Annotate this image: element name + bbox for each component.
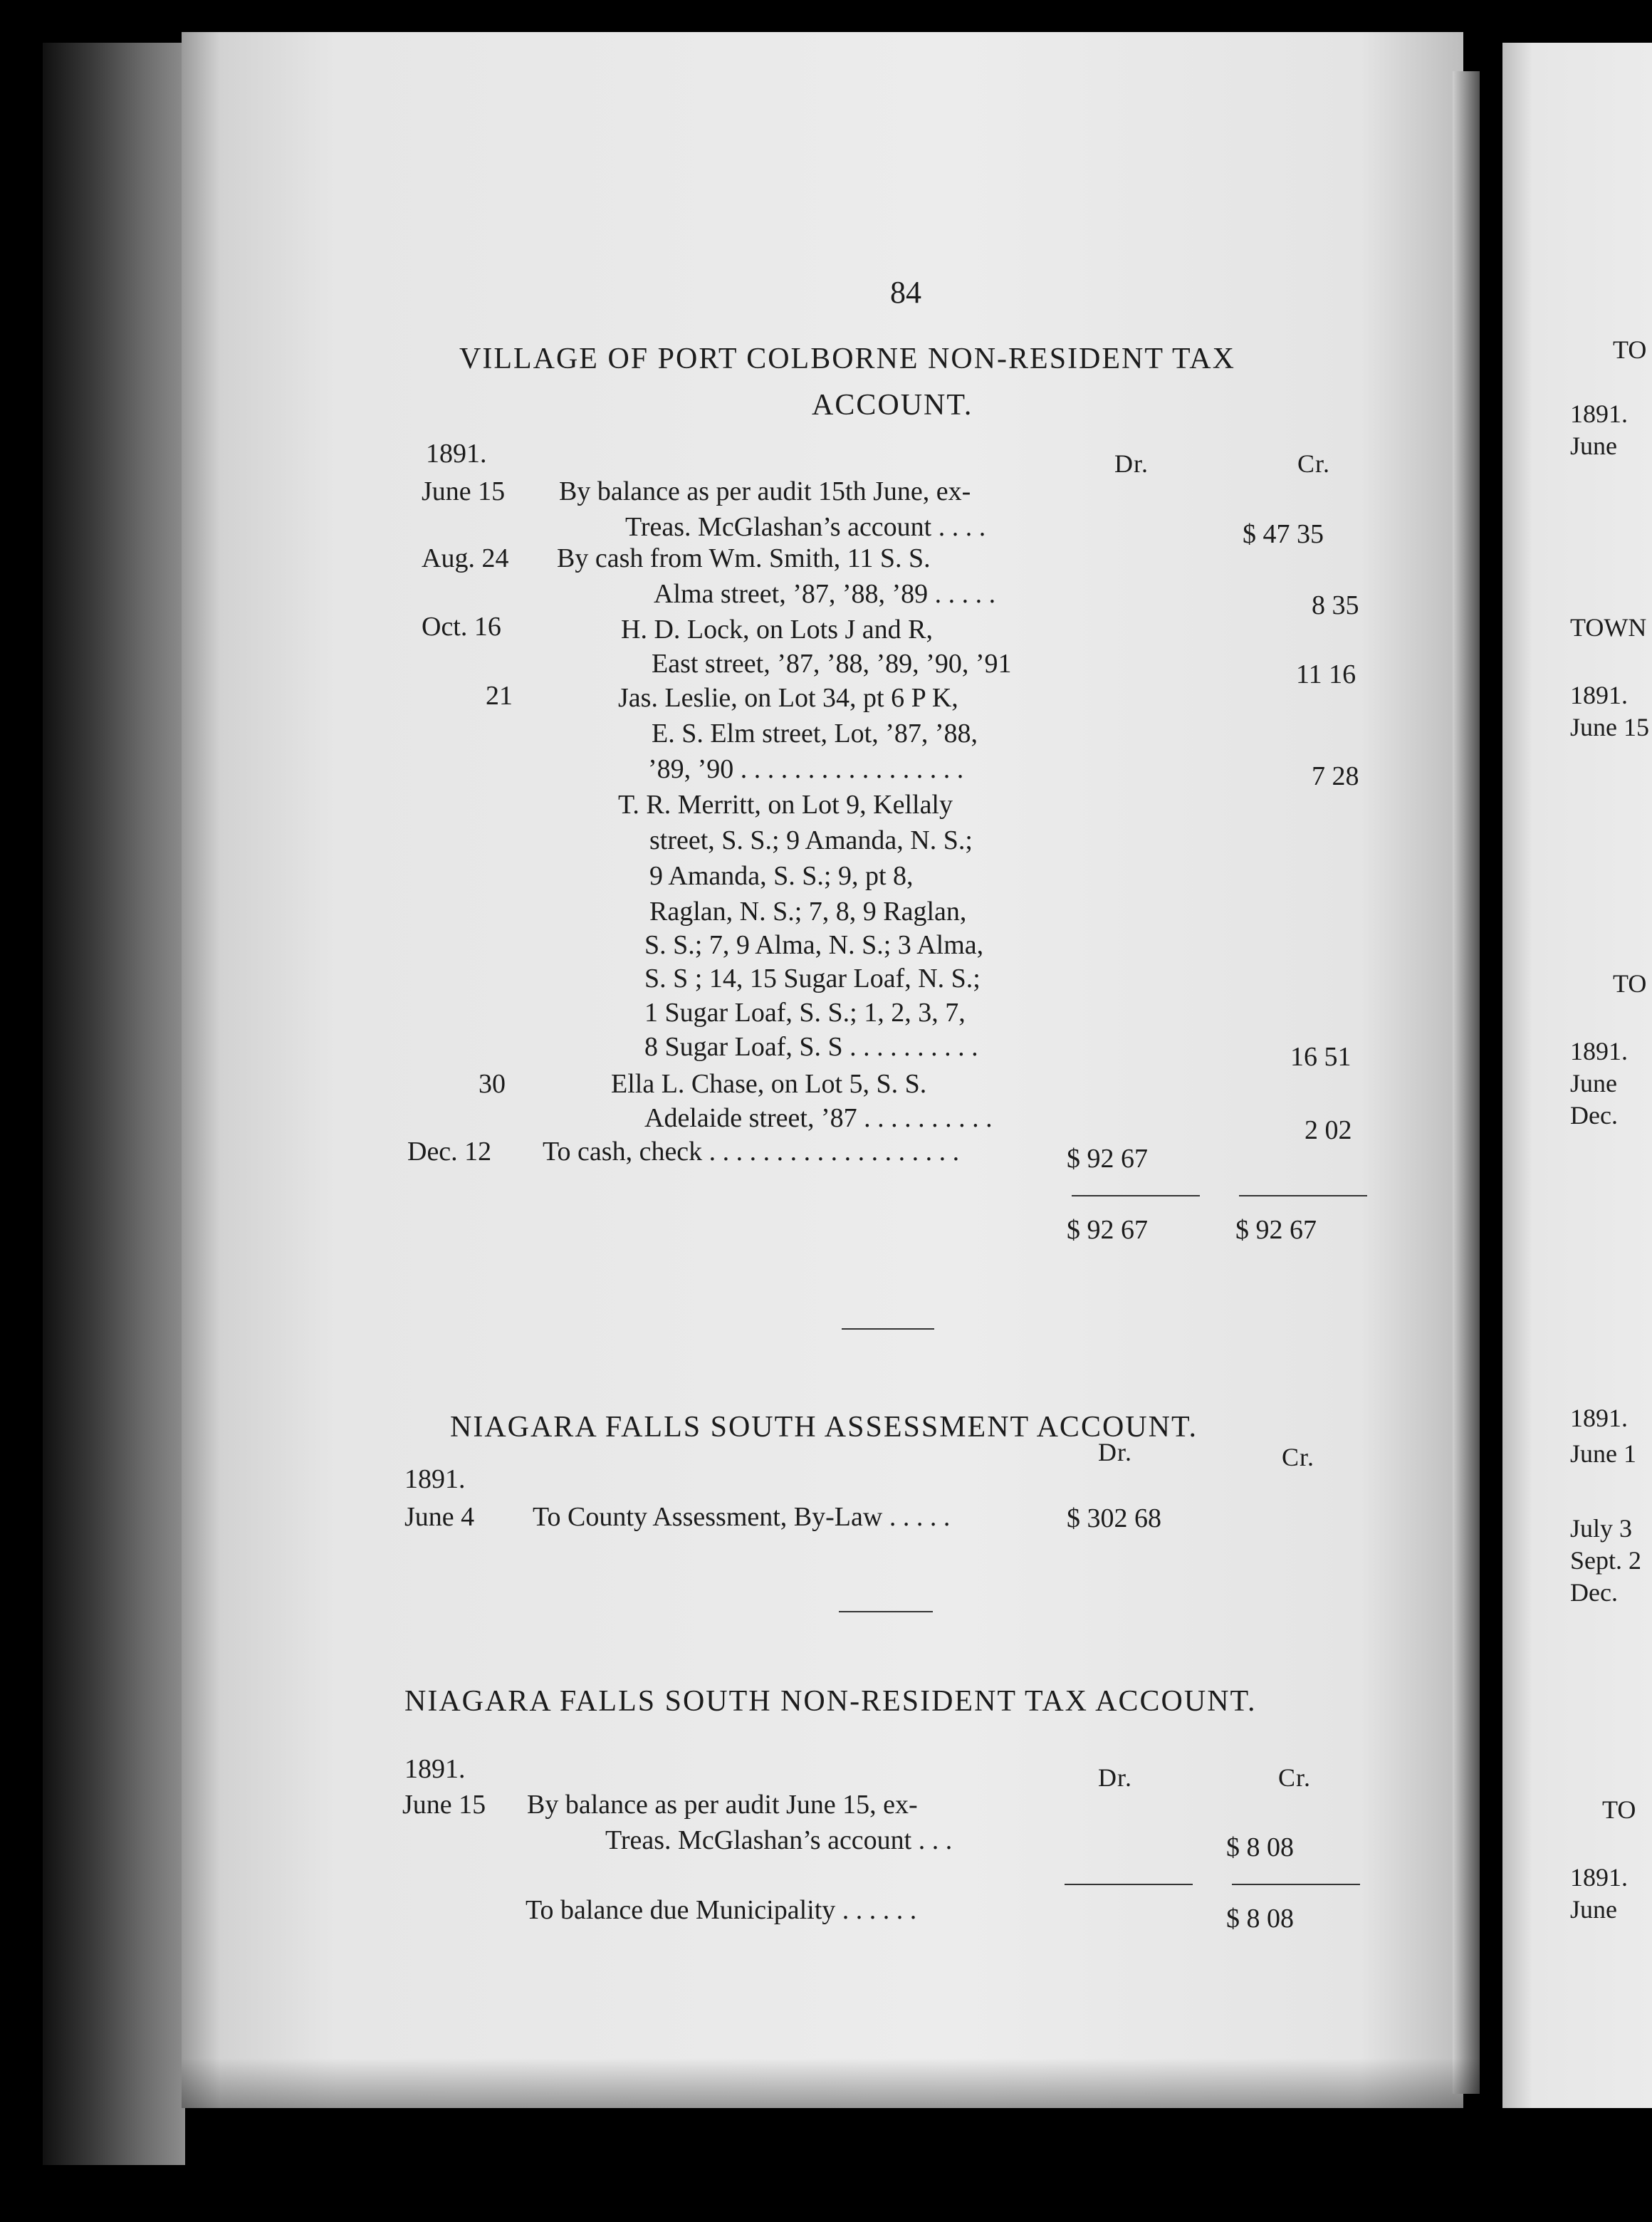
year-label: 1891. bbox=[404, 1754, 466, 1784]
facing-fragment: July 3 bbox=[1570, 1514, 1633, 1543]
year-label: 1891. bbox=[426, 439, 487, 469]
facing-page bbox=[1502, 43, 1652, 2108]
facing-fragment: 1891. bbox=[1570, 1037, 1628, 1065]
entry-text: Raglan, N. S.; 7, 8, 9 Raglan, bbox=[649, 897, 967, 927]
page-bottom-shadow bbox=[182, 2058, 1499, 2108]
entry-text: Alma street, ’87, ’88, ’89 . . . . . bbox=[654, 579, 996, 609]
section-title-nfs-nonresident: NIAGARA FALLS SOUTH NON-RESIDENT TAX ACCOUNT. bbox=[404, 1685, 1257, 1718]
rule-line bbox=[1072, 1195, 1200, 1196]
entry-text: Treas. McGlashan’s account . . . bbox=[605, 1825, 953, 1855]
entry-text: East street, ’87, ’88, ’89, ’90, ’91 bbox=[652, 649, 1012, 679]
entry-date: Oct. 16 bbox=[422, 612, 501, 642]
credit-amount: 8 35 bbox=[1312, 590, 1359, 620]
facing-fragment: June bbox=[1570, 1895, 1617, 1924]
facing-fragment: TO bbox=[1613, 969, 1647, 998]
facing-fragment: 1891. bbox=[1570, 681, 1628, 709]
entry-text: By cash from Wm. Smith, 11 S. S. bbox=[557, 543, 931, 573]
rule-line bbox=[1232, 1884, 1360, 1885]
entry-text: H. D. Lock, on Lots J and R, bbox=[621, 615, 934, 645]
entry-text: Ella L. Chase, on Lot 5, S. S. bbox=[611, 1069, 927, 1099]
book-spine bbox=[43, 43, 185, 2165]
cr-header: Cr. bbox=[1297, 449, 1331, 478]
credit-amount: $ 8 08 bbox=[1226, 1832, 1294, 1862]
rule-line bbox=[1239, 1195, 1367, 1196]
entry-text: street, S. S.; 9 Amanda, N. S.; bbox=[649, 825, 973, 855]
entry-text: E. S. Elm street, Lot, ’87, ’88, bbox=[652, 719, 978, 749]
entry-text: Treas. McGlashan’s account . . . . bbox=[625, 512, 986, 542]
facing-fragment: June 15 bbox=[1570, 713, 1649, 741]
section-title-nfs-assessment: NIAGARA FALLS SOUTH ASSESSMENT ACCOUNT. bbox=[450, 1411, 1198, 1444]
entry-text: T. R. Merritt, on Lot 9, Kellaly bbox=[618, 790, 953, 820]
facing-fragment: Dec. bbox=[1570, 1578, 1618, 1607]
entry-date: June 4 bbox=[404, 1502, 475, 1532]
page-number: 84 bbox=[890, 275, 921, 310]
entry-text: By balance as per audit June 15, ex- bbox=[527, 1790, 918, 1820]
dr-header: Dr. bbox=[1098, 1763, 1132, 1792]
debit-amount: $ 92 67 bbox=[1067, 1144, 1148, 1174]
facing-fragment: Sept. 2 bbox=[1570, 1546, 1642, 1575]
balance-text: To balance due Municipality . . . . . . bbox=[526, 1895, 917, 1925]
book-gutter bbox=[1480, 43, 1504, 2179]
entry-text: By balance as per audit 15th June, ex- bbox=[559, 476, 971, 506]
entry-text: Adelaide street, ’87 . . . . . . . . . . bbox=[644, 1103, 993, 1133]
entry-date: Dec. 12 bbox=[407, 1137, 492, 1167]
entry-date: 21 bbox=[486, 681, 513, 711]
cr-header: Cr. bbox=[1278, 1763, 1312, 1792]
year-label: 1891. bbox=[404, 1464, 466, 1494]
rule-line bbox=[1065, 1884, 1193, 1885]
credit-amount: $ 47 35 bbox=[1243, 519, 1324, 549]
section-divider bbox=[842, 1328, 934, 1330]
entry-text: 8 Sugar Loaf, S. S . . . . . . . . . . bbox=[644, 1032, 978, 1062]
total-debit: $ 92 67 bbox=[1067, 1215, 1148, 1245]
page-edge-shadow bbox=[1453, 71, 1481, 2094]
credit-amount: 2 02 bbox=[1305, 1115, 1352, 1145]
facing-fragment: TO bbox=[1613, 335, 1647, 364]
entry-text: S. S.; 7, 9 Alma, N. S.; 3 Alma, bbox=[644, 930, 984, 960]
facing-fragment: TOWN bbox=[1570, 613, 1647, 642]
entry-text: Jas. Leslie, on Lot 34, pt 6 P K, bbox=[618, 683, 958, 713]
cr-header: Cr. bbox=[1282, 1443, 1315, 1471]
facing-fragment: 1891. bbox=[1570, 1863, 1628, 1892]
facing-fragment: June bbox=[1570, 1069, 1617, 1097]
entry-text: ’89, ’90 . . . . . . . . . . . . . . . . . bbox=[648, 754, 964, 784]
entry-date: 30 bbox=[479, 1069, 506, 1099]
dr-header: Dr. bbox=[1098, 1438, 1132, 1466]
facing-fragment: TO bbox=[1602, 1795, 1636, 1824]
credit-amount: 7 28 bbox=[1312, 761, 1359, 791]
entry-text: S. S ; 14, 15 Sugar Loaf, N. S.; bbox=[644, 964, 981, 993]
credit-amount: 16 51 bbox=[1290, 1042, 1352, 1072]
entry-text: 9 Amanda, S. S.; 9, pt 8, bbox=[649, 861, 914, 891]
debit-amount: $ 302 68 bbox=[1067, 1503, 1161, 1533]
facing-fragment: Dec. bbox=[1570, 1101, 1618, 1130]
facing-fragment: 1891. bbox=[1570, 1404, 1628, 1432]
section-divider bbox=[839, 1611, 933, 1612]
entry-date: June 15 bbox=[402, 1790, 486, 1820]
entry-text: To County Assessment, By-Law . . . . . bbox=[533, 1502, 951, 1532]
facing-fragment: June bbox=[1570, 432, 1617, 460]
entry-date: Aug. 24 bbox=[422, 543, 509, 573]
facing-fragment: June 1 bbox=[1570, 1439, 1636, 1468]
entry-date: June 15 bbox=[422, 476, 506, 506]
entry-text: To cash, check . . . . . . . . . . . . . . . . . . . bbox=[543, 1137, 960, 1167]
section-title-port-colborne: VILLAGE OF PORT COLBORNE NON-RESIDENT TAX bbox=[459, 343, 1235, 375]
balance-amount: $ 8 08 bbox=[1226, 1904, 1294, 1934]
facing-fragment: 1891. bbox=[1570, 400, 1628, 428]
credit-amount: 11 16 bbox=[1296, 659, 1356, 689]
section-title-port-colborne-cont: ACCOUNT. bbox=[812, 389, 973, 422]
total-credit: $ 92 67 bbox=[1235, 1215, 1317, 1245]
entry-text: 1 Sugar Loaf, S. S.; 1, 2, 3, 7, bbox=[644, 998, 966, 1028]
dr-header: Dr. bbox=[1114, 449, 1149, 478]
